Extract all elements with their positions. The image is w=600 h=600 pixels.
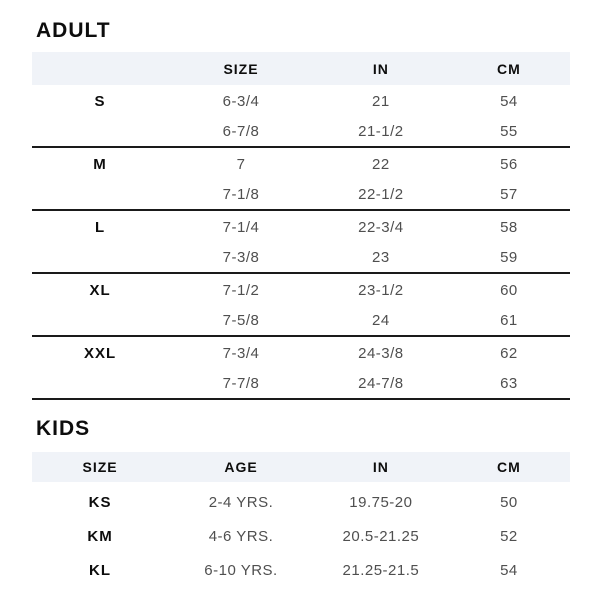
table-cell: 7-1/2 [222, 281, 260, 299]
table-cell: 24-7/8 [358, 374, 404, 392]
table-cell: 7-5/8 [222, 311, 260, 329]
table-row [32, 116, 570, 146]
table-row [32, 275, 570, 305]
table-cell: 23 [372, 248, 390, 266]
size-label: KL [89, 561, 112, 579]
adult-table-header [32, 52, 570, 85]
table-row [32, 86, 570, 116]
table-cell: 52 [500, 527, 518, 545]
table-cell: 7-1/8 [222, 185, 260, 203]
table-cell: 62 [500, 344, 518, 362]
table-cell: 21-1/2 [358, 122, 404, 140]
table-cell: 20.5-21.25 [342, 527, 420, 545]
table-cell: 7-1/4 [222, 218, 260, 236]
table-cell: 60 [500, 281, 518, 299]
table-cell: 50 [500, 493, 518, 511]
adult-size-group-l [32, 211, 570, 274]
kids-column-header-age: AGE [224, 459, 258, 475]
table-cell: 22-1/2 [358, 185, 404, 203]
table-row [32, 149, 570, 179]
table-row [32, 338, 570, 368]
table-cell: 21 [372, 92, 390, 110]
table-cell: 23-1/2 [358, 281, 404, 299]
table-row [32, 485, 570, 519]
size-label: M [93, 155, 107, 173]
table-cell: 58 [500, 218, 518, 236]
table-cell: 22-3/4 [358, 218, 404, 236]
table-cell: 54 [500, 561, 518, 579]
table-row [32, 368, 570, 398]
table-cell: 6-10 YRS. [204, 561, 278, 579]
table-cell: 7-3/8 [222, 248, 260, 266]
size-label: S [94, 92, 106, 110]
adult-size-group-xl [32, 274, 570, 337]
table-cell: 7-7/8 [222, 374, 260, 392]
table-cell: 4-6 YRS. [208, 527, 274, 545]
size-label: XXL [83, 344, 117, 362]
table-row [32, 242, 570, 272]
table-cell: 57 [500, 185, 518, 203]
table-cell: 7-3/4 [222, 344, 260, 362]
kids-table-header [32, 452, 570, 482]
table-row [32, 519, 570, 553]
size-label: KM [87, 527, 113, 545]
table-cell: 24-3/8 [358, 344, 404, 362]
table-row [32, 305, 570, 335]
table-row [32, 553, 570, 587]
table-cell: 63 [500, 374, 518, 392]
table-cell: 24 [372, 311, 390, 329]
size-label: KS [88, 493, 112, 511]
kids-column-header-in: IN [372, 459, 389, 475]
adult-column-header-in: IN [372, 60, 389, 77]
kids-column-header-cm: CM [497, 459, 521, 475]
kids-section-title: KIDS [36, 417, 91, 440]
table-cell: 54 [500, 92, 518, 110]
adult-column-header-size: SIZE [223, 60, 259, 77]
kids-size-table [32, 452, 570, 587]
table-cell: 55 [500, 122, 518, 140]
adult-section-title: ADULT [36, 19, 111, 42]
table-cell: 2-4 YRS. [208, 493, 274, 511]
size-label: L [94, 218, 106, 236]
kids-column-header-size: SIZE [82, 459, 118, 475]
size-label: XL [89, 281, 111, 299]
table-cell: 19.75-20 [349, 493, 413, 511]
table-cell: 21.25-21.5 [342, 561, 420, 579]
table-cell: 59 [500, 248, 518, 266]
adult-size-group-xxl [32, 337, 570, 400]
table-row [32, 179, 570, 209]
table-cell: 56 [500, 155, 518, 173]
table-cell: 6-7/8 [222, 122, 260, 140]
adult-size-group-s [32, 85, 570, 148]
table-cell: 7 [236, 155, 246, 173]
table-cell: 61 [500, 311, 518, 329]
kids-table-body [32, 482, 570, 587]
table-row [32, 212, 570, 242]
table-cell: 22 [372, 155, 390, 173]
table-cell: 6-3/4 [222, 92, 260, 110]
adult-size-table [32, 52, 570, 400]
adult-size-group-m [32, 148, 570, 211]
adult-column-header-cm: CM [497, 60, 521, 77]
